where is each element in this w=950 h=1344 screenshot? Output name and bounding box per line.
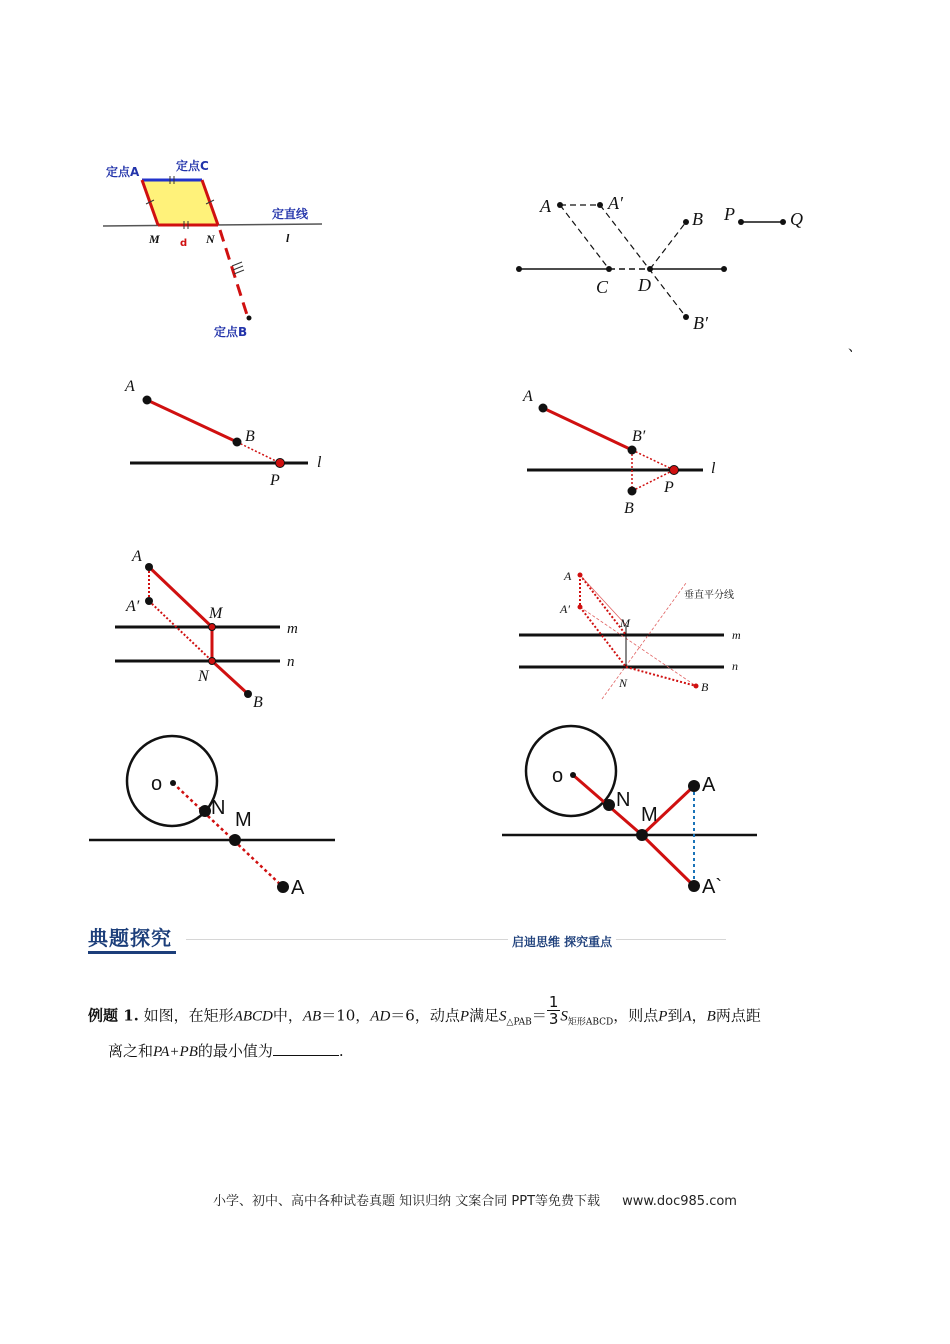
page-footer [0, 1190, 950, 1209]
point-p [670, 466, 679, 475]
label-m-point: M [209, 605, 223, 622]
label-n-line: n [732, 659, 738, 673]
thin-a-prime-b [580, 607, 696, 686]
ab-name: AB [302, 1008, 322, 1025]
point-b: B [706, 1008, 716, 1025]
point-b [233, 438, 242, 447]
label-a-prime: A′ [560, 602, 570, 616]
figure-parallel-lines [110, 545, 330, 715]
label-b-prime: B′ [632, 428, 646, 445]
segment-am [149, 567, 212, 627]
answer-blank[interactable] [273, 1041, 339, 1056]
point-n [209, 658, 216, 665]
pa-pb: PA+PB [153, 1043, 198, 1060]
segment-db [650, 222, 686, 269]
s1-sub: △PAB [506, 1017, 532, 1028]
example-problem [88, 993, 858, 1066]
section-title: 典题探究 [88, 926, 172, 950]
point-m [636, 829, 648, 841]
points [516, 202, 786, 320]
label-n-point: N [619, 676, 628, 690]
point-a-prime [145, 597, 153, 605]
footer-text: 小学、初中、高中各种试卷真题 知识归纳 文案合同 PPT等免费下载 [213, 1194, 601, 1209]
rect-name: ABCD [233, 1008, 273, 1025]
label-bisector: 垂直平分线 [684, 590, 734, 601]
label-l: l [711, 460, 716, 477]
section-title-underline [88, 951, 176, 954]
equals: ＝ [531, 1006, 547, 1025]
segment-ac [560, 205, 609, 269]
label-m-line: m [287, 621, 298, 637]
segment-nb [212, 661, 248, 694]
problem-line-1 [88, 993, 858, 1037]
label-d: d [180, 238, 188, 249]
label-b: B [245, 428, 255, 445]
ab-value: ＝10， [321, 1006, 371, 1025]
figure-same-side-direct [120, 375, 340, 495]
label-a: A [132, 548, 142, 565]
label-m: M [235, 809, 252, 831]
label-m: M [149, 232, 160, 246]
label-m-line: m [732, 628, 741, 642]
label-a: A [291, 877, 305, 899]
figure-translation-parallelogram [100, 150, 340, 350]
point-n [603, 799, 615, 811]
line2-a: 离之和 [108, 1041, 154, 1060]
label-d: D [638, 275, 651, 295]
label-b: B [253, 694, 263, 711]
label-q: Q [790, 209, 803, 229]
label-a-prime: A′ [126, 598, 140, 615]
point-a-prime [688, 880, 700, 892]
section-header [88, 922, 728, 956]
label-a-prime: A` [702, 876, 722, 898]
fraction-numerator: 1 [548, 993, 559, 1011]
label-b: B [624, 500, 634, 517]
point-a-prime [578, 605, 583, 610]
figure-same-side-reflect [515, 385, 735, 525]
segment-bp-dotted [237, 442, 280, 463]
fraction-denominator: 3 [548, 1010, 559, 1028]
fraction [547, 994, 561, 1027]
segment-b-prime-p [632, 450, 674, 470]
label-fixed-line: 定直线 [272, 207, 309, 221]
figure-circle-point [85, 730, 345, 905]
s1: S [499, 1008, 507, 1025]
label-a-prime: A′ [608, 193, 623, 213]
figure-translation-bridge [510, 185, 820, 335]
problem-line-2 [88, 1037, 858, 1066]
segment-a-prime-b-prime [600, 205, 686, 317]
section-subtitle: 启迪思维 探究重点 [508, 933, 616, 950]
corner-mark: 、 [848, 339, 862, 355]
section-rule [186, 939, 726, 940]
point-a [578, 573, 583, 578]
text-6: 两点距 [715, 1006, 761, 1025]
text-4: ，则点 [613, 1006, 659, 1025]
label-l: l [286, 231, 290, 245]
ad-name: AD [370, 1008, 391, 1025]
point-b-dot [247, 316, 252, 321]
comma: ， [691, 1006, 707, 1025]
point-a [143, 396, 152, 405]
segment-a-prime-n [149, 601, 212, 661]
point-p-2: P [658, 1008, 668, 1025]
label-o: o [151, 773, 163, 795]
point-m [229, 834, 241, 846]
s2: S [560, 1008, 568, 1025]
label-m-point: M [620, 616, 630, 630]
problem-label: 例题 1. [88, 1006, 139, 1025]
point-b-prime [628, 446, 637, 455]
label-n: N [206, 232, 215, 246]
label-n: N [211, 797, 226, 819]
label-b: B [701, 680, 709, 694]
point-b [628, 487, 637, 496]
label-a: A [523, 388, 533, 405]
label-n-point: N [198, 668, 209, 685]
point-p [276, 459, 285, 468]
segment-m-a-prime [642, 835, 694, 886]
line2-b: 的最小值为 [197, 1041, 273, 1060]
label-a: A [564, 569, 572, 583]
point-b [244, 690, 252, 698]
parallelogram-fill [142, 180, 218, 225]
point-a: A [682, 1008, 692, 1025]
ad-value: ＝6，动点 [390, 1006, 460, 1025]
text-5: 到 [667, 1006, 683, 1025]
s2-sub: 矩形ABCD [567, 1017, 614, 1028]
text-2: 中， [272, 1006, 303, 1025]
point-n [199, 805, 211, 817]
segment-ab-prime [543, 408, 632, 450]
segment-o-a-dotted [173, 783, 283, 887]
label-p: P [724, 204, 735, 224]
point-o [570, 772, 576, 778]
segment-ab [147, 400, 237, 442]
point-b [694, 684, 699, 689]
label-o: o [552, 765, 564, 787]
period: . [338, 1041, 344, 1060]
footer-site-link[interactable]: www.doc985.com [622, 1194, 737, 1209]
label-a: A [540, 196, 551, 216]
label-l: l [317, 454, 322, 471]
label-fixed-a: 定点A [106, 165, 140, 179]
text-3: 满足 [469, 1006, 500, 1025]
label-fixed-b: 定点B [214, 325, 248, 339]
label-a: A [702, 774, 716, 796]
label-n: N [616, 789, 631, 811]
point-o [170, 780, 176, 786]
label-p: P [664, 479, 674, 496]
text-1: 如图，在矩形 [143, 1006, 234, 1025]
point-a [277, 881, 289, 893]
point-a [539, 404, 548, 413]
figure-perpendicular-bisector [510, 565, 760, 705]
label-m: M [641, 804, 658, 826]
point-a [145, 563, 153, 571]
label-b: B [692, 209, 703, 229]
point-m [209, 624, 216, 631]
figure-circle-reflection [500, 720, 770, 905]
point-p: P [459, 1008, 470, 1025]
label-n-line: n [287, 654, 295, 670]
label-p: P [270, 472, 280, 489]
point-a [688, 780, 700, 792]
label-c: C [596, 277, 609, 297]
label-a: A [125, 378, 135, 395]
segment-nb [626, 667, 696, 686]
label-fixed-c: 定点C [176, 159, 209, 173]
bisector-line [602, 583, 686, 699]
label-b-prime: B′ [693, 313, 708, 333]
